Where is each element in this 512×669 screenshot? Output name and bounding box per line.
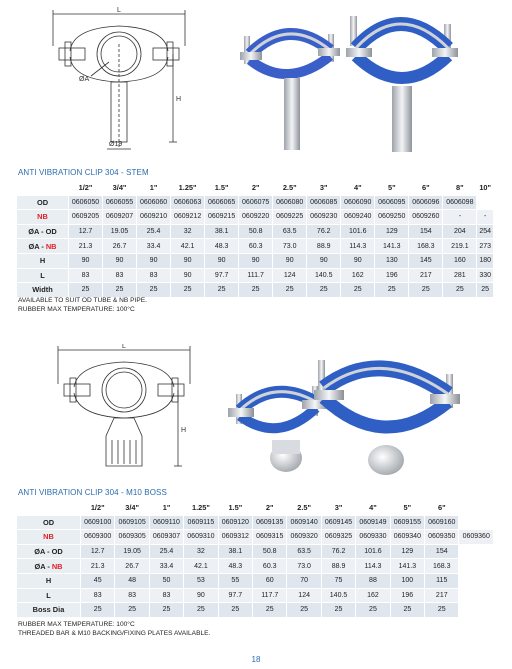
table-cell: 90	[205, 253, 239, 268]
table-row	[17, 544, 494, 559]
table-cell: 101.6	[356, 544, 390, 559]
table-row	[17, 588, 494, 603]
table-cell: 0606090	[341, 195, 375, 210]
table-cell: 0609310	[184, 530, 218, 545]
table-cell: 83	[81, 588, 115, 603]
table-cell: 32	[184, 544, 218, 559]
boss-clip-technical-drawing	[50, 344, 200, 474]
table-row	[17, 239, 494, 254]
table-cell: 83	[149, 588, 183, 603]
table-cell: 25	[477, 283, 494, 298]
table-cell: 0606096	[409, 195, 443, 210]
table-cell: 0609155	[390, 515, 424, 530]
table-cell: 0609225	[273, 210, 307, 225]
table-cell: 12.7	[69, 224, 103, 239]
table-cell: 219.1	[443, 239, 477, 254]
table-cell: 0609360	[459, 530, 494, 545]
table-cell: 154	[425, 544, 459, 559]
table-cell: 180	[477, 253, 494, 268]
dim-label-h: H	[176, 96, 182, 103]
column-header: 1.25"	[184, 501, 218, 516]
table-cell: 12.7	[81, 544, 115, 559]
column-header: 4"	[341, 181, 375, 196]
table-cell: 90	[103, 253, 137, 268]
table-cell: 33.4	[137, 239, 171, 254]
table-cell: 26.7	[103, 239, 137, 254]
table-cell: 140.5	[321, 588, 355, 603]
table-cell: 83	[69, 268, 103, 283]
column-header: 1"	[149, 501, 183, 516]
table-cell: 25	[103, 283, 137, 298]
table-cell: 0609330	[356, 530, 390, 545]
table-cell: 154	[409, 224, 443, 239]
table-cell: 0606055	[103, 195, 137, 210]
table-cell: 21.3	[69, 239, 103, 254]
table-cell: 53	[184, 573, 218, 588]
table-cell: 48	[115, 573, 149, 588]
stem-clip-spec-table	[16, 180, 494, 298]
table-cell: 25	[218, 603, 252, 618]
table-row	[17, 210, 494, 225]
table-cell: 141.3	[375, 239, 409, 254]
table-cell: 42.1	[171, 239, 205, 254]
table-cell: 25	[149, 603, 183, 618]
column-header: 2"	[253, 501, 287, 516]
table-cell: 25	[390, 603, 424, 618]
column-header: 4"	[356, 501, 390, 516]
table-cell: 83	[115, 588, 149, 603]
table-cell: 0609305	[115, 530, 149, 545]
page-number: 18	[251, 655, 261, 664]
table-cell: 50.8	[239, 224, 273, 239]
section2-title: ANTI VIBRATION CLIP 304 - M10 BOSS	[18, 488, 167, 497]
table-cell: 0606085	[307, 195, 341, 210]
table-row	[17, 195, 494, 210]
table-cell: -	[443, 210, 477, 225]
table-cell: 97.7	[218, 588, 252, 603]
row-label-text: H	[45, 576, 52, 586]
table-cell: 0609325	[321, 530, 355, 545]
table-cell: 83	[137, 268, 171, 283]
table-cell: 25.4	[149, 544, 183, 559]
row-label-text: ØA -	[28, 241, 46, 251]
column-header: 2"	[239, 181, 273, 196]
table-cell: 124	[273, 268, 307, 283]
table-cell: 25	[321, 603, 355, 618]
table-cell: 0609115	[184, 515, 218, 530]
column-header: 3"	[307, 181, 341, 196]
dim-label-l: L	[122, 344, 126, 350]
row-label	[17, 239, 69, 254]
table-cell: 42.1	[184, 559, 218, 574]
table-cell: 90	[137, 253, 171, 268]
row-label-text: H	[39, 256, 46, 266]
table-cell: 25	[115, 603, 149, 618]
table-cell: 330	[477, 268, 494, 283]
section2-note-2: THREADED BAR & M10 BACKING/FIXING PLATES AVAILABLE.	[18, 630, 211, 637]
table-cell: 25	[81, 603, 115, 618]
row-label	[17, 515, 81, 530]
row-label	[17, 588, 81, 603]
row-label-text: L	[46, 590, 51, 600]
row-label	[17, 224, 69, 239]
table-row	[17, 559, 494, 574]
table-cell: 76.2	[307, 224, 341, 239]
table-cell: 63.5	[273, 224, 307, 239]
table-header-row	[17, 501, 494, 516]
row-label-nb: NB	[51, 561, 63, 571]
dim-label-l: L	[117, 7, 121, 14]
dim-label-a: ØA	[79, 76, 90, 83]
table-cell: 0609240	[341, 210, 375, 225]
row-label-text: ØA - OD	[28, 227, 57, 237]
table-cell: 196	[390, 588, 424, 603]
row-label-nb: NB	[37, 212, 48, 222]
table-cell: 83	[103, 268, 137, 283]
row-label-nb: NB	[45, 241, 57, 251]
row-label	[17, 573, 81, 588]
table-cell: 114.3	[341, 239, 375, 254]
table-cell: 114.3	[356, 559, 390, 574]
table-cell: 90	[307, 253, 341, 268]
table-cell: 0609110	[149, 515, 183, 530]
column-header: 2.5"	[287, 501, 321, 516]
table-cell: 25	[341, 283, 375, 298]
table-cell: 25	[137, 283, 171, 298]
table-row	[17, 224, 494, 239]
column-header: 8"	[443, 181, 477, 196]
table-cell: 145	[409, 253, 443, 268]
table-row	[17, 603, 494, 618]
table-cell: 0609315	[253, 530, 287, 545]
column-header: 6"	[409, 181, 443, 196]
table-cell: 0609105	[115, 515, 149, 530]
table-cell: 0609340	[390, 530, 424, 545]
row-label-nb: NB	[43, 532, 54, 542]
table-cell: 0609205	[69, 210, 103, 225]
row-label	[17, 544, 81, 559]
table-cell: 0609212	[171, 210, 205, 225]
section1-note-2: RUBBER MAX TEMPERATURE: 100°C	[18, 306, 135, 313]
column-header: 1.5"	[205, 181, 239, 196]
table-cell: 19.05	[103, 224, 137, 239]
table-cell: 50.8	[253, 544, 287, 559]
table-cell: 38.1	[218, 544, 252, 559]
column-header: 1/2"	[81, 501, 115, 516]
table-cell: 204	[443, 224, 477, 239]
table-cell: 0609230	[307, 210, 341, 225]
table-cell: 124	[287, 588, 321, 603]
table-cell: 76.2	[321, 544, 355, 559]
column-header: 5"	[375, 181, 409, 196]
table-cell: -	[477, 210, 494, 225]
table-cell: 117.7	[253, 588, 287, 603]
table-cell: 0609100	[81, 515, 115, 530]
row-label-text: L	[40, 270, 45, 280]
table-cell: 130	[375, 253, 409, 268]
table-cell: 60.3	[239, 239, 273, 254]
table-cell: 0609215	[205, 210, 239, 225]
table-cell: 97.7	[205, 268, 239, 283]
table-cell: 48.3	[218, 559, 252, 574]
table-cell: 129	[390, 544, 424, 559]
column-header: 1.25"	[171, 181, 205, 196]
table-cell: 48.3	[205, 239, 239, 254]
row-label	[17, 210, 69, 225]
section1-note-1: AVAILABLE TO SUIT OD TUBE & NB PIPE.	[18, 297, 147, 304]
table-cell: 25	[425, 603, 459, 618]
table-cell: 115	[425, 573, 459, 588]
column-header: 5"	[390, 501, 424, 516]
table-cell: 0606050	[69, 195, 103, 210]
row-label-text: OD	[42, 517, 55, 527]
table-cell: 25	[253, 603, 287, 618]
table-cell: 26.7	[115, 559, 149, 574]
stem-clip-technical-drawing	[45, 4, 195, 154]
table-cell: 25	[69, 283, 103, 298]
table-cell: 25	[356, 603, 390, 618]
table-cell: 25	[239, 283, 273, 298]
dim-label-stem: Ø19	[109, 141, 123, 148]
stem-clip-photo	[236, 8, 476, 160]
table-cell: 21.3	[81, 559, 115, 574]
boss-clip-photo	[214, 350, 484, 478]
table-cell: 19.05	[115, 544, 149, 559]
table-row	[17, 253, 494, 268]
table-cell: 0606095	[375, 195, 409, 210]
table-cell: 90	[239, 253, 273, 268]
table-cell: 0609207	[103, 210, 137, 225]
row-label	[17, 559, 81, 574]
table-cell: 25.4	[137, 224, 171, 239]
table-cell: 90	[69, 253, 103, 268]
column-header: 1/2"	[69, 181, 103, 196]
table-row	[17, 573, 494, 588]
table-cell: 101.6	[341, 224, 375, 239]
table-cell: 73.0	[287, 559, 321, 574]
table-cell: 281	[443, 268, 477, 283]
section2-note-1: RUBBER MAX TEMPERATURE: 100°C	[18, 621, 135, 628]
table-cell: 0609149	[356, 515, 390, 530]
table-cell: 0609320	[287, 530, 321, 545]
column-header: 1.5"	[218, 501, 252, 516]
table-cell: 0606075	[239, 195, 273, 210]
table-cell: 160	[443, 253, 477, 268]
table-cell: 55	[218, 573, 252, 588]
table-cell: 0609250	[375, 210, 409, 225]
column-header: 6"	[425, 501, 459, 516]
table-cell: 25	[375, 283, 409, 298]
table-cell: 88.9	[321, 559, 355, 574]
boss-clip-spec-table	[16, 500, 494, 618]
row-label-text: ØA - OD	[34, 547, 63, 557]
table-cell: 0606098	[443, 195, 477, 210]
table-cell: 0606060	[137, 195, 171, 210]
table-cell: 25	[287, 603, 321, 618]
row-label-text: ØA -	[34, 561, 52, 571]
table-cell: 273	[477, 239, 494, 254]
table-cell: 25	[443, 283, 477, 298]
table-cell: 140.5	[307, 268, 341, 283]
table-cell: 90	[273, 253, 307, 268]
table-cell: 75	[321, 573, 355, 588]
table-cell: 0606063	[171, 195, 205, 210]
table-cell: 100	[390, 573, 424, 588]
row-label	[17, 530, 81, 545]
table-cell: 33.4	[149, 559, 183, 574]
table-cell: 38.1	[205, 224, 239, 239]
section1-title: ANTI VIBRATION CLIP 304 - STEM	[18, 168, 149, 177]
column-header: 3/4"	[103, 181, 137, 196]
table-cell: 168.3	[409, 239, 443, 254]
table-cell: 90	[171, 268, 205, 283]
table-cell: 25	[273, 283, 307, 298]
table-cell: 0609160	[425, 515, 459, 530]
row-label-text: Width	[32, 285, 53, 295]
table-cell: 73.0	[273, 239, 307, 254]
table-cell: 70	[287, 573, 321, 588]
table-cell: 162	[356, 588, 390, 603]
table-cell: 25	[171, 283, 205, 298]
table-cell: 88.9	[307, 239, 341, 254]
table-header-row	[17, 181, 494, 196]
table-cell: 168.3	[425, 559, 459, 574]
table-cell: 0609307	[149, 530, 183, 545]
table-cell: 162	[341, 268, 375, 283]
table-cell: 111.7	[239, 268, 273, 283]
table-cell: 254	[477, 224, 494, 239]
table-cell: 90	[184, 588, 218, 603]
row-label	[17, 195, 69, 210]
table-cell: 0609145	[321, 515, 355, 530]
table-cell: 0609220	[239, 210, 273, 225]
table-cell: 217	[409, 268, 443, 283]
column-header: 3/4"	[115, 501, 149, 516]
table-cell: 0609135	[253, 515, 287, 530]
table-cell: 217	[425, 588, 459, 603]
row-label-text: Boss Dia	[32, 605, 65, 615]
table-cell: 0609300	[81, 530, 115, 545]
table-row	[17, 530, 494, 545]
table-cell: 50	[149, 573, 183, 588]
table-cell: 129	[375, 224, 409, 239]
row-label	[17, 268, 69, 283]
table-cell: 90	[171, 253, 205, 268]
table-cell: 141.3	[390, 559, 424, 574]
table-cell: 63.5	[287, 544, 321, 559]
table-cell: 45	[81, 573, 115, 588]
column-header: 3"	[321, 501, 355, 516]
table-cell: 25	[205, 283, 239, 298]
dim-label-h: H	[181, 427, 187, 434]
row-label-text: OD	[36, 197, 49, 207]
column-header: 1"	[137, 181, 171, 196]
column-header: 2.5"	[273, 181, 307, 196]
table-cell: 0609120	[218, 515, 252, 530]
table-row	[17, 268, 494, 283]
row-label	[17, 603, 81, 618]
table-cell: 25	[409, 283, 443, 298]
table-cell: 0609140	[287, 515, 321, 530]
table-cell: 0609312	[218, 530, 252, 545]
table-cell: 60.3	[253, 559, 287, 574]
row-label	[17, 253, 69, 268]
table-cell: 88	[356, 573, 390, 588]
table-cell: 25	[307, 283, 341, 298]
table-cell: 0609350	[425, 530, 459, 545]
table-cell: 32	[171, 224, 205, 239]
table-cell: 0606065	[205, 195, 239, 210]
table-row	[17, 515, 494, 530]
table-cell: 25	[184, 603, 218, 618]
table-cell: 90	[341, 253, 375, 268]
table-cell: 0609210	[137, 210, 171, 225]
column-header: 10"	[477, 181, 494, 196]
table-cell: 0609260	[409, 210, 443, 225]
table-cell: 60	[253, 573, 287, 588]
table-cell: 196	[375, 268, 409, 283]
table-cell: 0606080	[273, 195, 307, 210]
